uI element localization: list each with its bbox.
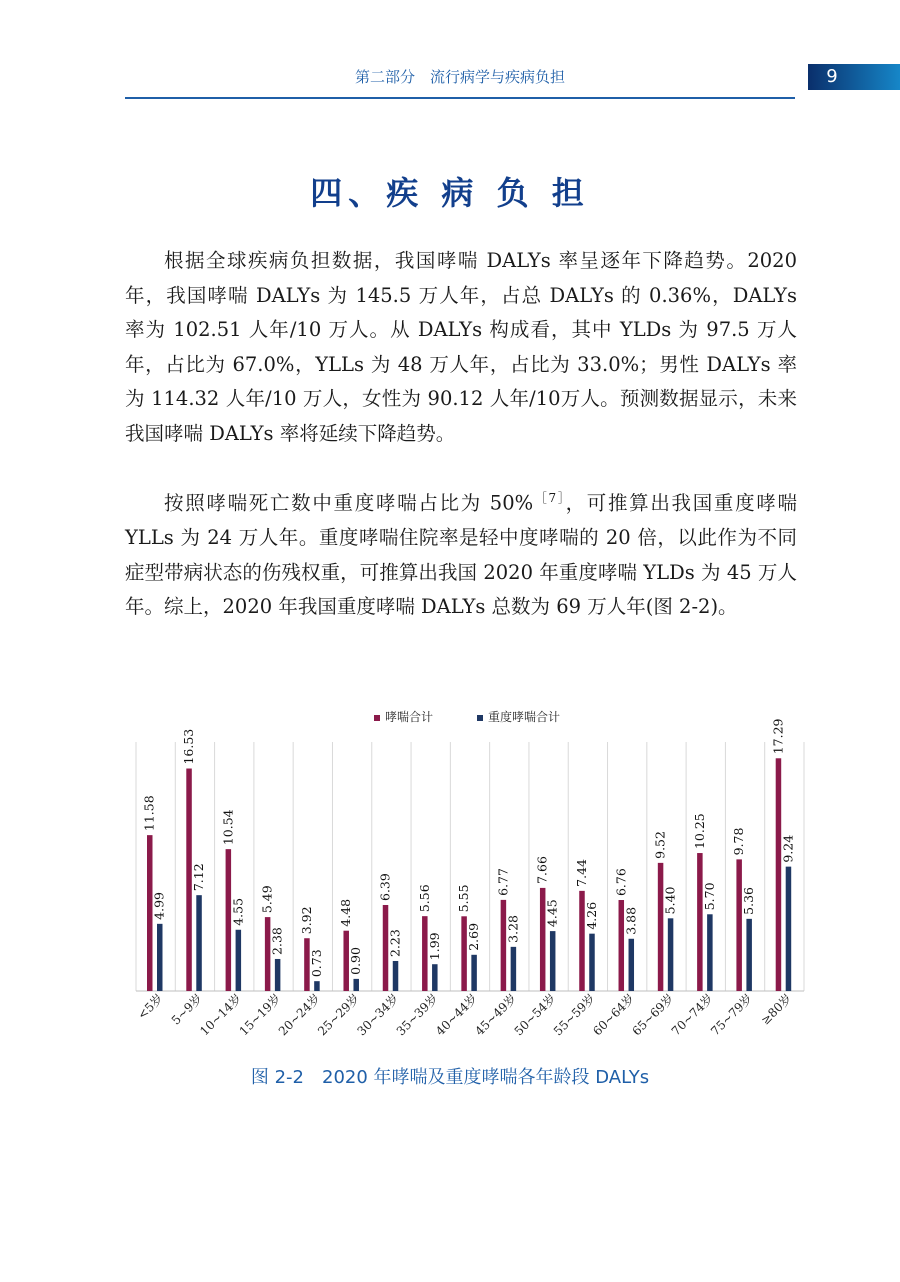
data-label: 6.39 [377,873,393,901]
header-rule [125,97,795,99]
bar-severe [314,981,320,991]
data-label: 2.69 [466,922,482,951]
data-label: 4.45 [544,899,560,928]
data-label: 4.55 [230,897,246,926]
data-label: 5.49 [259,885,275,914]
data-label: 3.28 [505,915,521,943]
bar-severe [786,867,792,991]
data-label: 6.77 [495,868,511,896]
data-label: 5.40 [662,886,678,915]
reference-marker: ［7］ [533,491,566,505]
bar-severe [629,939,635,991]
data-label: 4.48 [338,898,354,927]
data-label: 17.29 [770,718,786,755]
x-tick-label: 75~79岁 [708,991,756,1039]
bar-severe [707,914,713,991]
section-title: 四、疾 病 负 担 [310,174,590,212]
bar-severe [157,924,163,991]
paragraph-2-before: 按照哮喘死亡数中重度哮喘占比为 50% [164,491,534,515]
bar-severe [393,961,399,991]
data-label: 16.53 [181,728,197,765]
bar-total [776,758,782,991]
data-label: 10.54 [220,809,236,846]
data-label: 11.58 [141,795,157,832]
paragraph-2 [125,481,797,625]
x-tick-label: 25~29岁 [315,991,363,1039]
data-label: 5.70 [701,882,717,911]
bar-severe [353,979,359,991]
legend-label-1: 哮喘合计 [385,710,434,724]
running-header: 第二部分 流行病学与疾病负担 [354,68,565,86]
data-label: 9.24 [780,834,796,863]
paragraph-2-after: ，可推算出我国重度哮喘 YLLs 为 24 万人年。重度哮喘住院率是轻中度哮喘的 20 倍，以此作为不同症型带病状态的伤残权重，可推算出我国 2020 年重度哮喘 YLDs 为 45 万人年。综上，2020 年我国重度哮喘 DALYs 总数为 69 万人年(图 2-2)。 [125,491,797,618]
x-tick-label: 35~39岁 [393,991,441,1039]
bar-severe [550,931,556,991]
x-tick-label: 20~24岁 [275,991,323,1039]
bar-severe [432,964,438,991]
x-tick-label: 70~74岁 [668,991,716,1039]
bar-total [658,863,664,991]
x-tick-label: 50~54岁 [511,991,559,1039]
bar-total [736,859,742,991]
data-label: 5.55 [456,884,472,913]
bar-severe [196,895,202,991]
data-label: 7.44 [573,859,589,887]
x-tick-label: 30~34岁 [354,991,402,1039]
x-tick-label: 15~19岁 [236,991,284,1039]
data-label: 1.99 [426,932,442,961]
bar-chart-svg [112,700,812,1055]
data-label: 3.92 [298,906,314,935]
x-tick-label: 55~59岁 [550,991,599,1039]
data-label: 4.99 [151,891,167,920]
data-label: 9.78 [731,827,747,856]
page-number: 9 [826,66,838,87]
x-tick-label: ≥80岁 [758,991,795,1028]
paragraph-2-text [125,481,797,625]
legend-swatch-2 [477,715,483,721]
bar-severe [275,959,281,991]
x-tick-label: 5~9岁 [168,991,206,1028]
data-label: 0.73 [308,949,324,978]
data-label: 7.12 [191,863,207,892]
bar-severe [236,930,242,991]
data-label: 5.36 [741,887,757,915]
bar-total [697,853,703,991]
bar-chart [112,700,812,1055]
data-label: 6.76 [613,868,629,897]
bar-severe [589,934,595,991]
data-label: 9.52 [652,831,668,859]
data-label: 0.90 [348,947,364,975]
data-label: 5.56 [416,884,432,913]
figure-caption: 图 2-2 2020 年哮喘及重度哮喘各年龄段 DALYs [250,1067,650,1088]
page-number-tab [808,64,900,90]
x-tick-label: 40~44岁 [433,991,481,1039]
bar-severe [511,947,517,991]
data-label: 3.88 [623,906,639,935]
bar-severe [668,918,674,991]
paragraph-1-text: 根据全球疾病负担数据，我国哮喘 DALYs 率呈逐年下降趋势。2020 年，我国哮喘 DALYs 为 145.5 万人年，占总 DALYs 的 0.36%，DALYs 率为 102.51 人年/10 万人。从 DALYs 构成看，其中 YLDs 为 97.5 万人年，占比为 67.0%，YLLs 为 48 万人年，占比为 33.0%；男性 DALYs 率为 114.32 人年/10 万人，女性为 90.12 人年/10万人。预测数据显示，未来我国哮喘 DALYs 率将延续下降趋势。 [125,249,797,445]
bar-severe [746,919,752,991]
bar-total [501,900,507,991]
legend-label-2: 重度哮喘合计 [488,710,561,724]
data-label: 2.38 [269,927,285,955]
paragraph-1 [125,244,797,451]
data-label: 7.66 [534,856,550,884]
data-label: 2.23 [387,929,403,957]
data-label: 4.26 [583,901,599,930]
data-label: 10.25 [691,813,707,850]
x-tick-label: 10~14岁 [197,991,245,1039]
x-tick-label: 45~49岁 [472,991,520,1039]
bar-severe [471,955,477,991]
x-tick-label: 65~69岁 [629,991,677,1039]
x-tick-label: 60~64岁 [590,991,638,1039]
x-tick-label: <5岁 [134,991,166,1023]
legend-swatch-1 [374,715,380,721]
